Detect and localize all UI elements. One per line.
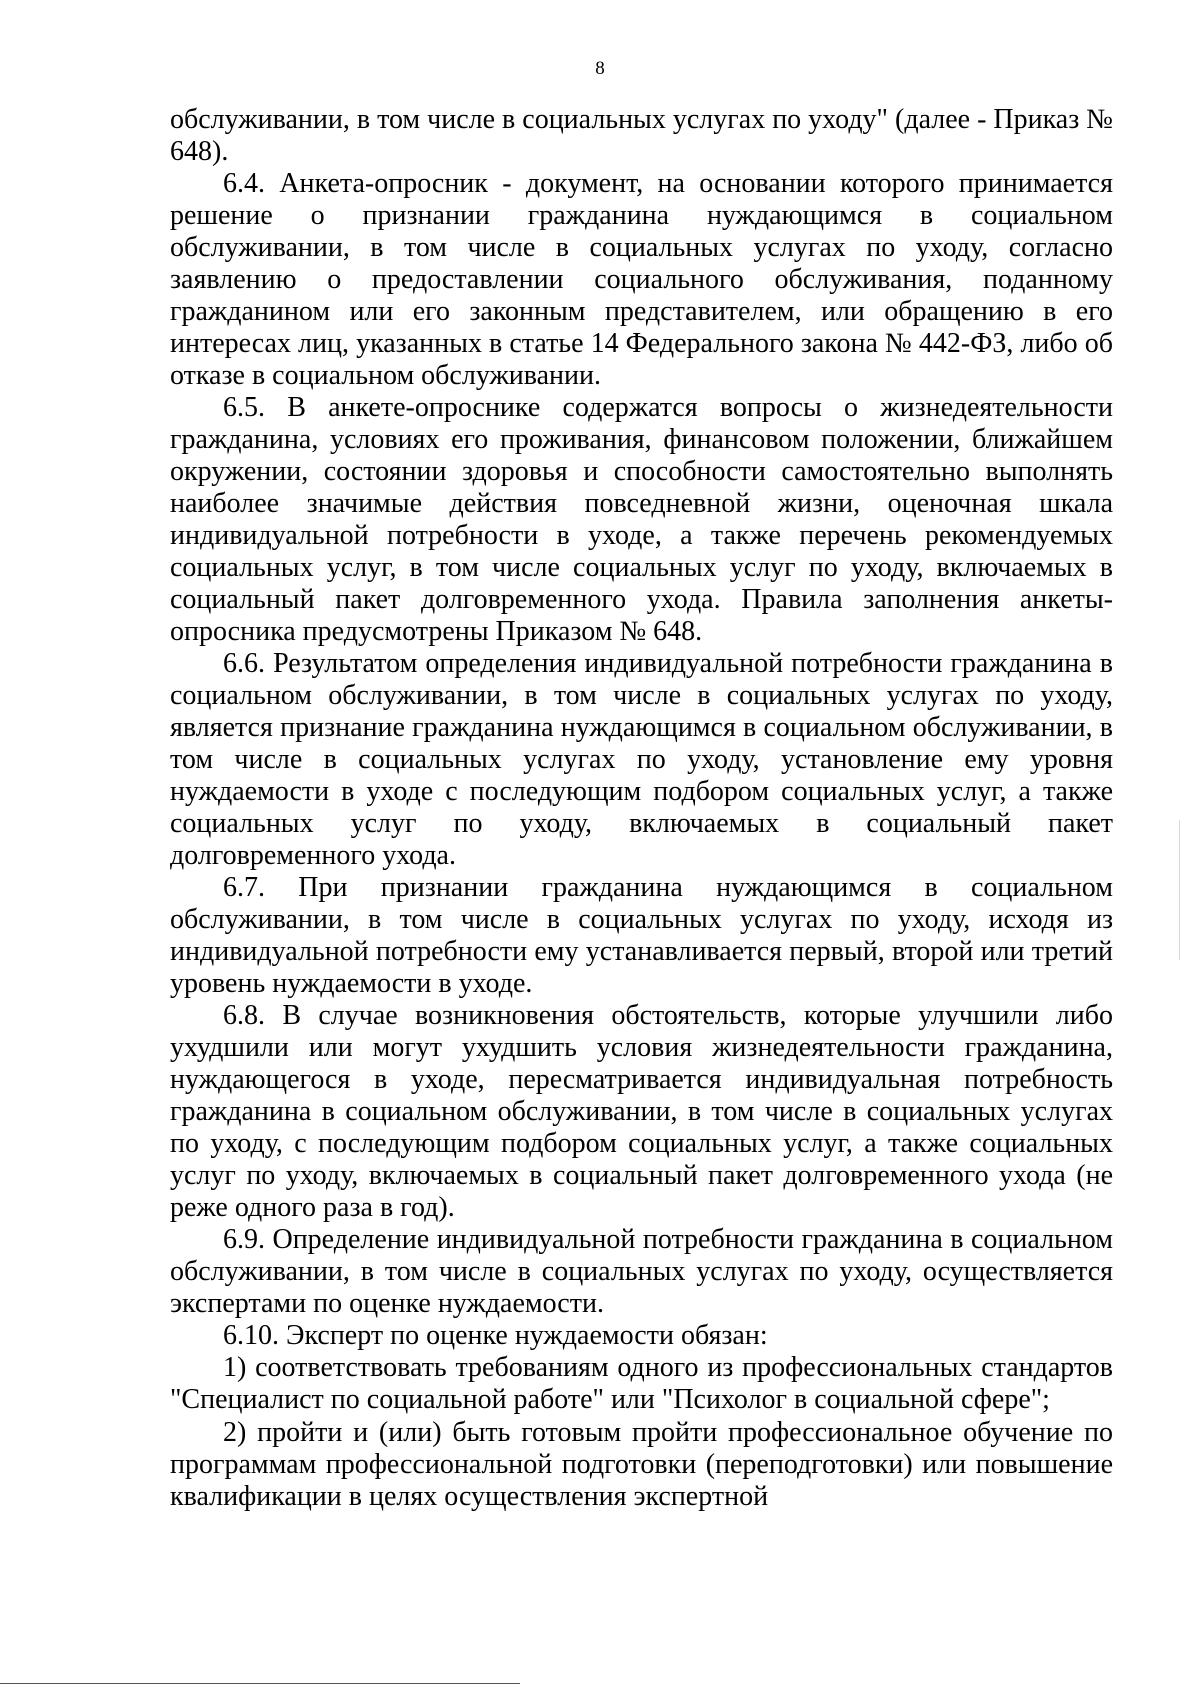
list-item-6-10-2: 2) пройти и (или) быть готовым пройти профессиональное обучение по программам профессиональной подготовки (переподготовки) или повышение квалификации в целях осуществления экспертной [170,1417,1113,1512]
paragraph-6-4: 6.4. Анкета-опросник - документ, на основании которого принимается решение о признании гражданина нуждающимся в социальном обслуживании, в том числе в социальных услугах по уходу, согласно заявлению о предоставлении социального обслуживания, поданному гражданином или его законным представителем, или обращению в его интересах лиц, указанных в статье 14 Федерального закона № 442-ФЗ, либо об отказе в социальном обслуживании. [170,168,1113,391]
scan-edge-artifact [1179,820,1180,960]
paragraph-6-8: 6.8. В случае возникновения обстоятельств, которые улучшили либо ухудшили или могут ухудшить условия жизнедеятельности гражданина, нуждающегося в уходе, пересматривается индивидуальная потребность гражданина в социальном обслуживании, в том числе в социальных услугах по уходу, с последующим подбором социальных услуг, а также социальных услуг по уходу, включаемых в социальный пакет долговременного ухода (не реже одного раза в год). [170,1000,1113,1223]
paragraph-6-7: 6.7. При признании гражданина нуждающимся в социальном обслуживании, в том числе в социальных услугах по уходу, исходя из индивидуальной потребности ему устанавливается первый, второй или третий уровень нуждаемости в уходе. [170,872,1113,999]
paragraph-6-10: 6.10. Эксперт по оценке нуждаемости обязан: [223,1320,768,1351]
list-item-6-10-1: 1) соответствовать требованиям одного из профессиональных стандартов "Специалист по социальной работе" или "Психолог в социальной сфере"; [170,1352,1113,1415]
paragraph-6-5: 6.5. В анкете-опроснике содержатся вопросы о жизнедеятельности гражданина, условиях его проживания, финансовом положении, ближайшем окружении, состоянии здоровья и способности самостоятельно выполнять наиболее значимые действия повседневной жизни, оценочная шкала индивидуальной потребности в уходе, а также перечень рекомендуемых социальных услуг, в том числе социальных услуг по уходу, включаемых в социальный пакет долговременного ухода. Правила заполнения анкеты-опросника предусмотрены Приказом № 648. [170,392,1113,647]
paragraph-continuation: обслуживании, в том числе в социальных услугах по уходу" (далее - Приказ № 648). [170,104,1113,167]
paragraph-6-9: 6.9. Определение индивидуальной потребности гражданина в социальном обслуживании, в том числе в социальных услугах по уходу, осуществляется экспертами по оценке нуждаемости. [170,1224,1113,1319]
paragraph-6-6: 6.6. Результатом определения индивидуальной потребности гражданина в социальном обслуживании, в том числе в социальных услугах по уходу, является признание гражданина нуждающимся в социальном обслуживании, в том числе в социальных услугах по уходу, установление ему уровня нуждаемости в уходе с последующим подбором социальных услуг, а также социальных услуг по уходу, включаемых в социальный пакет долговременного ухода. [170,648,1113,871]
scan-footer-line [0,1683,520,1684]
page-number: 8 [595,58,605,79]
document-body [170,104,1113,1513]
